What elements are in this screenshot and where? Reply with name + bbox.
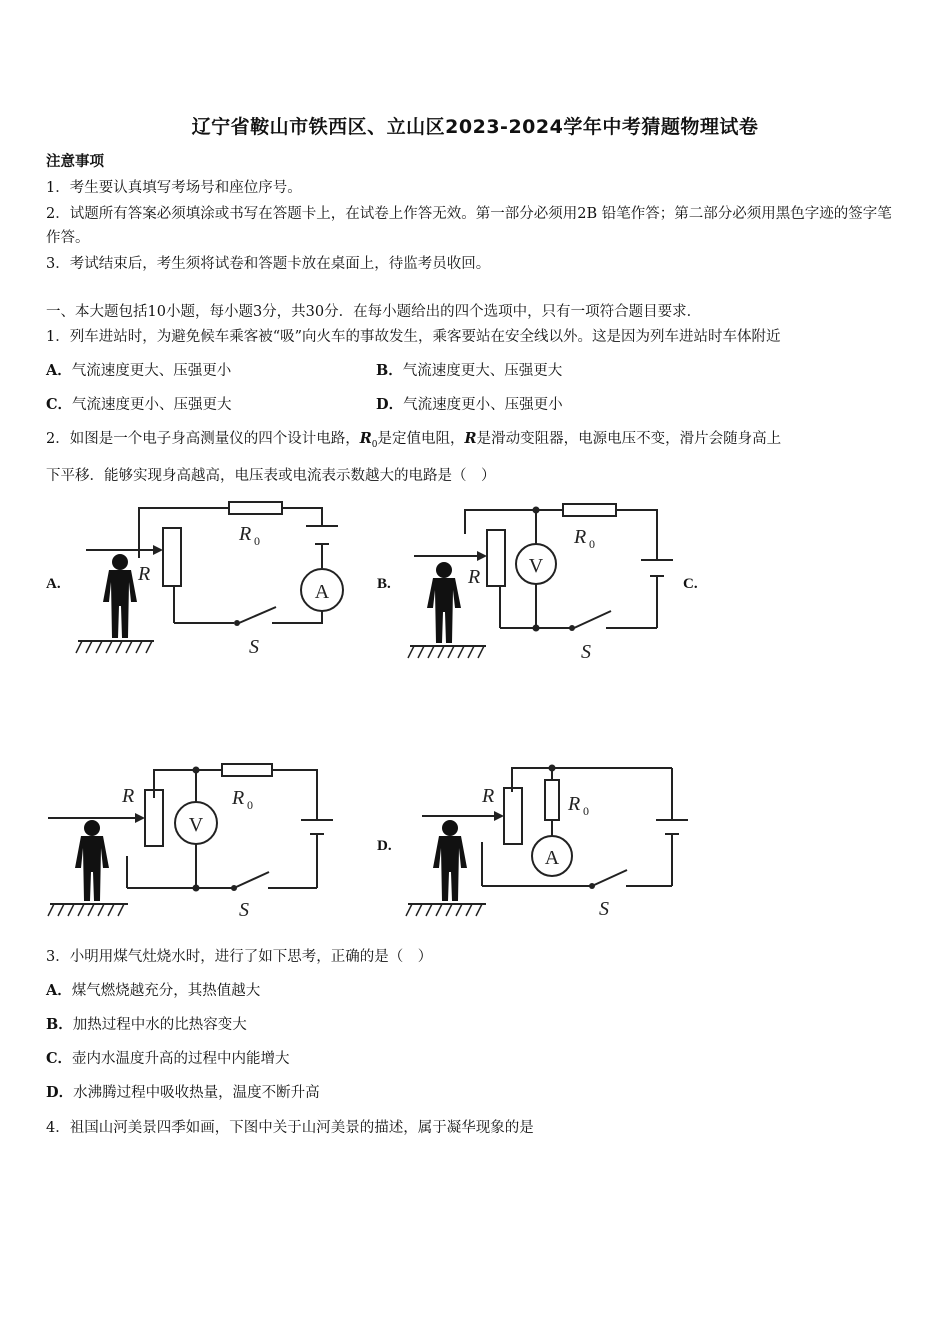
circuit-c-label: C. bbox=[683, 576, 698, 592]
circuit-diagram-a bbox=[74, 498, 364, 663]
option-label: C． bbox=[46, 1050, 73, 1067]
label-s: S bbox=[249, 636, 259, 658]
ammeter-symbol: A bbox=[544, 847, 560, 869]
q2-stem-line2: 下平移．能够实现身高越高，电压表或电流表示数越大的电路是（ ） bbox=[46, 468, 496, 484]
section-heading: 一、本大题包括10小题，每小题3分，共30分．在每小题给出的四个选项中，只有一项符合题目要求． bbox=[46, 304, 702, 320]
q1-option-b bbox=[376, 361, 562, 381]
r0-symbol: R bbox=[359, 430, 372, 447]
label-r: R bbox=[482, 785, 495, 807]
circuit-b-label: B. bbox=[377, 576, 391, 592]
notice-item: 1．考生要认真填写考场号和座位序号。 bbox=[46, 180, 302, 196]
notice-heading: 注意事项 bbox=[46, 153, 104, 170]
option-label: A． bbox=[46, 362, 72, 379]
q3-option-b bbox=[46, 1015, 247, 1035]
option-text: 气流速度更小、压强更小 bbox=[403, 397, 563, 413]
label-r: R bbox=[138, 563, 151, 585]
label-r0: R bbox=[568, 793, 581, 815]
page-title: 辽宁省鞍山市铁西区、立山区2023-2024学年中考猜题物理试卷 bbox=[191, 116, 759, 138]
label-r0: R bbox=[232, 787, 245, 809]
label-r: R bbox=[122, 785, 135, 807]
option-label: C． bbox=[46, 396, 73, 413]
ammeter-symbol: A bbox=[314, 581, 330, 603]
label-r: R bbox=[468, 566, 481, 588]
q4-stem: 4．祖国山河美景四季如画，下图中关于山河美景的描述，属于凝华现象的是 bbox=[46, 1120, 534, 1136]
option-text: 加热过程中水的比热容变大 bbox=[72, 1017, 247, 1033]
q1-option-c bbox=[46, 395, 232, 415]
q2-stem bbox=[46, 429, 781, 455]
label-r0-sub: 0 bbox=[247, 798, 253, 812]
q3-option-a bbox=[46, 981, 260, 1001]
q2-stem-part1: 2．如图是一个电子身高测量仪的四个设计电路， bbox=[46, 431, 360, 447]
q3-option-d bbox=[46, 1083, 320, 1103]
label-r0-sub: 0 bbox=[254, 534, 260, 548]
option-label: D． bbox=[46, 1084, 74, 1101]
option-text: 气流速度更大、压强更小 bbox=[71, 363, 232, 379]
r-symbol: R bbox=[464, 430, 477, 447]
q2-stem-part3: 是滑动变阻器，电源电压不变，滑片会随身高上 bbox=[476, 431, 782, 447]
q3-stem: 3．小明用煤气灶烧水时，进行了如下思考，正确的是（ ） bbox=[46, 949, 433, 965]
q1-stem: 1．列车进站时，为避免候车乘客被“吸”向火车的事故发生，乘客要站在安全线以外。这是因为列车进站时车体附近 bbox=[46, 329, 781, 345]
label-r0: R bbox=[574, 526, 587, 548]
notice-item: 2．试题所有答案必须填涂或书写在答题卡上，在试卷上作答无效。第一部分必须用2B 铅笔作答；第二部分必须用黑色字迹的签字笔作答。 bbox=[46, 206, 892, 246]
r0-subscript: 0 bbox=[371, 439, 378, 450]
label-r0: R bbox=[239, 523, 252, 545]
option-label: D． bbox=[376, 396, 404, 413]
circuit-d-label: D. bbox=[377, 838, 392, 854]
option-text: 壶内水温度升高的过程中内能增大 bbox=[72, 1051, 290, 1067]
circuit-diagram-d bbox=[404, 758, 694, 923]
label-s: S bbox=[599, 898, 609, 920]
option-text: 水沸腾过程中吸收热量，温度不断升高 bbox=[73, 1085, 320, 1101]
label-r0-sub: 0 bbox=[589, 537, 595, 551]
circuit-diagram-b bbox=[406, 498, 696, 668]
q3-option-c bbox=[46, 1049, 290, 1069]
circuit-diagram-c bbox=[46, 758, 336, 923]
q1-option-d bbox=[376, 395, 563, 415]
option-text: 煤气燃烧越充分，其热值越大 bbox=[71, 983, 261, 999]
voltmeter-symbol: V bbox=[188, 814, 204, 836]
option-text: 气流速度更小、压强更大 bbox=[72, 397, 232, 413]
option-label: B． bbox=[376, 362, 403, 379]
label-s: S bbox=[239, 899, 249, 921]
voltmeter-symbol: V bbox=[528, 555, 544, 577]
q2-stem-part2: 是定值电阻， bbox=[377, 431, 465, 447]
label-r0-sub: 0 bbox=[583, 804, 589, 818]
notice-item: 3．考试结束后，考生须将试卷和答题卡放在桌面上，待监考员收回。 bbox=[46, 256, 491, 272]
circuit-a-label: A. bbox=[46, 576, 61, 592]
option-text: 气流速度更大、压强更大 bbox=[402, 363, 563, 379]
option-label: B． bbox=[46, 1016, 73, 1033]
option-label: A． bbox=[46, 982, 72, 999]
label-s: S bbox=[581, 641, 591, 663]
q1-option-a bbox=[46, 361, 231, 381]
